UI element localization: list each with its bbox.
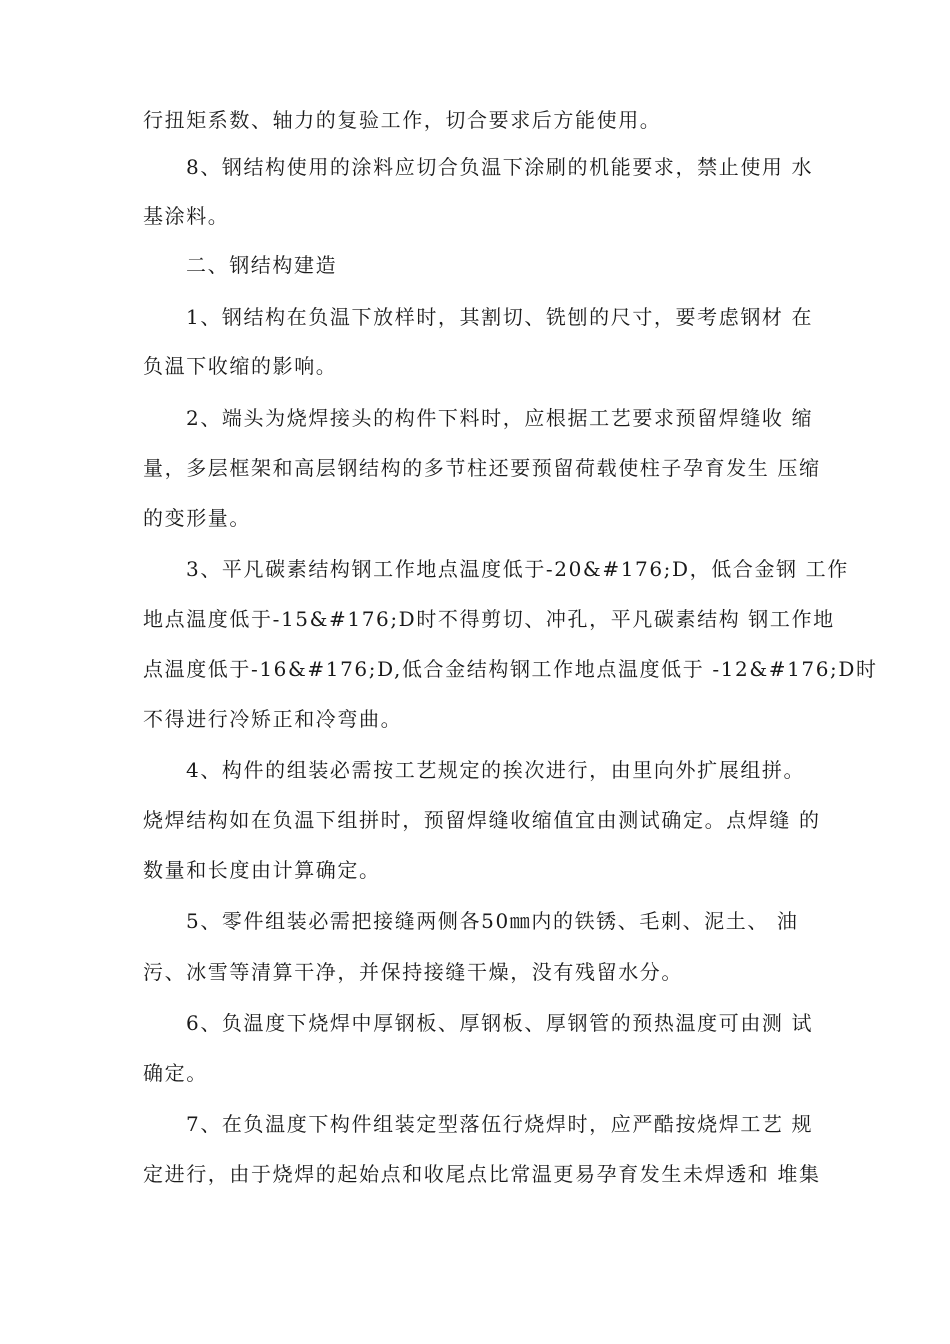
text-line: 地点温度低于-15&#176;D时不得剪切、冲孔，平凡碳素结构 钢工作地 — [143, 607, 835, 631]
text-line: 不得进行冷矫正和冷弯曲。 — [143, 707, 403, 731]
paragraph-7: 7、在负温度下构件组装定型落伍行烧焊时，应严酷按烧焊工艺 规 — [186, 1112, 814, 1136]
paragraph-5: 5、零件组装必需把接缝两侧各50㎜内的铁锈、毛刺、泥土、 油 — [186, 909, 799, 933]
text-line: 点温度低于-16&#176;D,低合金结构钢工作地点温度低于 -12&#176;D时 — [143, 657, 878, 681]
text-line: 基涂料。 — [143, 204, 230, 228]
text-line: 数量和长度由计算确定。 — [143, 858, 381, 882]
paragraph-6: 6、负温度下烧焊中厚钢板、厚钢板、厚钢管的预热温度可由测 试 — [186, 1011, 814, 1035]
paragraph-4: 4、构件的组装必需按工艺规定的挨次进行，由里向外扩展组拼。 — [186, 758, 806, 782]
text-line: 行扭矩系数、轴力的复验工作，切合要求后方能使用。 — [143, 108, 662, 132]
paragraph-3: 3、平凡碳素结构钢工作地点温度低于-20&#176;D，低合金钢 工作 — [186, 557, 849, 581]
paragraph-2: 2、端头为烧焊接头的构件下料时，应根据工艺要求预留焊缝收 缩 — [186, 406, 814, 430]
text-line: 污、冰雪等清算干净，并保持接缝干燥，没有残留水分。 — [143, 960, 683, 984]
text-line: 定进行，由于烧焊的起始点和收尾点比常温更易孕育发生未焊透和 堆集 — [143, 1162, 821, 1186]
text-line: 量，多层框架和高层钢结构的多节柱还要预留荷载使柱子孕育发生 压缩 — [143, 456, 821, 480]
section-heading: 二、钢结构建造 — [186, 253, 338, 277]
text-line: 的变形量。 — [143, 506, 251, 530]
paragraph-1: 1、钢结构在负温下放样时，其割切、铣刨的尺寸，要考虑钢材 在 — [186, 305, 814, 329]
paragraph-8: 8、钢结构使用的涂料应切合负温下涂刷的机能要求，禁止使用 水 — [186, 155, 814, 179]
text-line: 确定。 — [143, 1061, 208, 1085]
text-line: 烧焊结构如在负温下组拼时，预留焊缝收缩值宜由测试确定。点焊缝 的 — [143, 808, 821, 832]
text-line: 负温下收缩的影响。 — [143, 354, 338, 378]
